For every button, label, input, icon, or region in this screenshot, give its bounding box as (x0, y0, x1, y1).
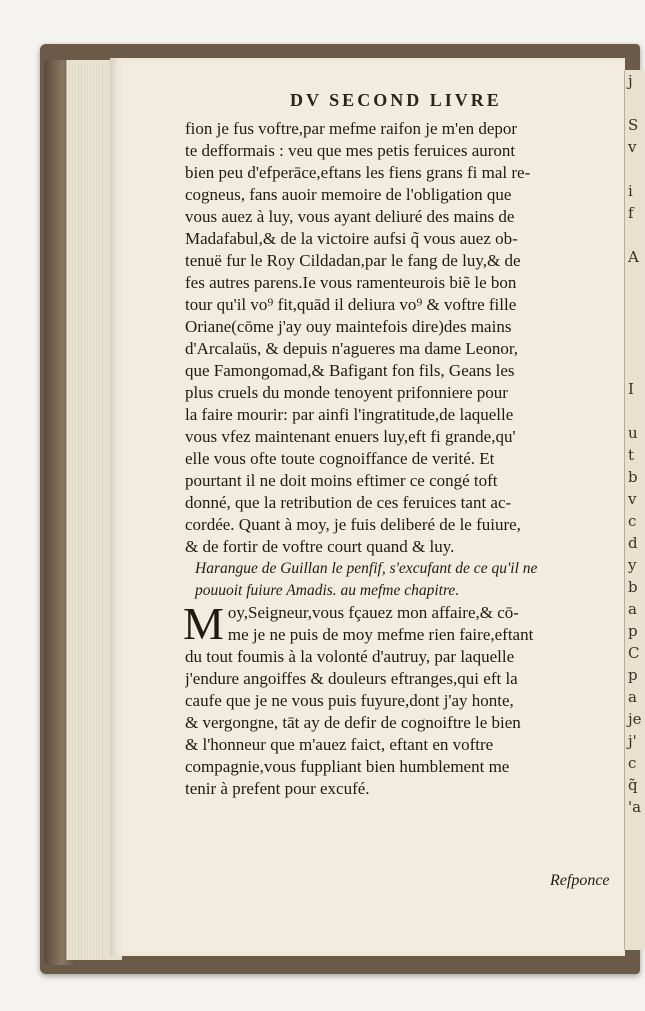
facing-glyph: je (628, 710, 642, 728)
facing-glyph: a (628, 600, 637, 618)
text-line: du tout foumis à la volonté d'autruy, par laquelle (185, 647, 515, 666)
catchword: Refponce (550, 872, 610, 889)
facing-glyph: t (628, 446, 635, 464)
text-line: tour qu'il vo⁹ fit,quād il deliura vo⁹ & voftre fille (185, 295, 517, 314)
facing-glyph (625, 92, 645, 114)
facing-glyph (625, 400, 645, 422)
text-line: & l'honneur que m'auez faict, eftant en voftre (185, 735, 494, 754)
text-line: plus cruels du monde tenoyent prifonniere pour (185, 383, 508, 402)
drop-capital: M (183, 598, 224, 649)
page-body (185, 118, 620, 800)
text-line: caufe que je ne vous puis fuyure,dont j'ay honte, (185, 691, 514, 710)
text-line: Oriane(cōme j'ay ouy maintefois dire)des mains (185, 317, 512, 336)
facing-glyph (625, 268, 645, 290)
facing-glyph (625, 290, 645, 312)
facing-glyph: f (628, 204, 634, 222)
facing-glyph (625, 158, 645, 180)
text-line: vous auez à luy, vous ayant deliuré des mains de (185, 207, 515, 226)
facing-glyph: d (628, 534, 638, 552)
section-caption (185, 558, 620, 602)
text-line: j'endure angoiffes & douleurs eftranges,qui eft la (185, 669, 518, 688)
facing-glyph: b (628, 468, 638, 486)
text-line: me je ne puis de moy mefme rien faire,eftant (227, 625, 534, 644)
text-line: elle vous ofte toute cognoiffance de verité. Et (185, 449, 495, 468)
text-line: pourtant il ne doit moins eftimer ce congé toft (185, 471, 498, 490)
facing-glyph: 'a (628, 798, 642, 816)
facing-glyph: p (628, 622, 638, 640)
text-line: tenuë fur le Roy Cildadan,par le fang de luy,& de (185, 251, 521, 270)
facing-glyph (625, 312, 645, 334)
facing-glyph: y (628, 556, 637, 574)
text-line: d'Arcalaüs, & depuis n'agueres ma dame Leonor, (185, 339, 519, 358)
text-line: oy,Seigneur,vous fçauez mon affaire,& cō- (227, 603, 519, 622)
facing-glyph: c (628, 512, 637, 530)
text-line: vous vfez maintenant enuers luy,eft fi grande,qu' (185, 427, 516, 446)
text-line: te defformais : veu que mes petis feruices auront (185, 141, 516, 160)
facing-glyph: p (628, 666, 638, 684)
facing-glyph: A (628, 248, 639, 266)
facing-page-edge (624, 70, 645, 950)
text-line: Madafabul,& de la victoire aufsi q̃ vous auez ob- (185, 229, 518, 248)
facing-glyph: v (628, 490, 637, 508)
facing-glyph (625, 224, 645, 246)
facing-glyph: j' (628, 732, 637, 750)
running-header: DV SECOND LIVRE (290, 90, 502, 110)
facing-glyph: S (628, 116, 639, 134)
facing-glyph: q̃ (628, 776, 638, 794)
facing-glyph (625, 356, 645, 378)
text-line: compagnie,vous fuppliant bien humblement me (185, 757, 510, 776)
facing-glyph: u (628, 424, 638, 442)
text-line: bien peu d'efperāce,eftans les fiens grans fi mal re- (185, 163, 531, 182)
paragraph-before (185, 118, 620, 558)
facing-glyph: i (628, 182, 633, 200)
facing-glyph: a (628, 688, 637, 706)
facing-glyph: C (628, 644, 640, 662)
facing-glyph (625, 334, 645, 356)
text-line: fes autres parens.Ie vous ramenteurois biẽ le bon (185, 273, 517, 292)
text-line: & vergongne, tāt ay de defir de cognoiftre le bien (185, 713, 521, 732)
text-line: donné, que la retribution de ces feruices tant ac- (185, 493, 512, 512)
text-line: la faire mourir: par ainfi l'ingratitude,de laquelle (185, 405, 514, 424)
facing-glyph: j (628, 72, 633, 90)
text-line: que Famongomad,& Bafigant fon fils, Geans les (185, 361, 515, 380)
text-line: pouuoit fuiure Amadis. au mefme chapitre. (195, 582, 460, 599)
text-line: tenir à prefent pour excufé. (185, 779, 370, 798)
text-line: cogneus, fans auoir memoire de l'obligation que (185, 185, 512, 204)
text-line: fion je fus voftre,par mefme raifon je m'en depor (185, 119, 518, 138)
text-line: cordée. Quant à moy, je fuis deliberé de le fuiure, (185, 515, 521, 534)
facing-glyph: b (628, 578, 638, 596)
facing-glyph: c (628, 754, 637, 772)
text-line: Harangue de Guillan le penfif, s'excufant de ce qu'il ne (195, 560, 538, 577)
paragraph-after (183, 598, 620, 800)
facing-glyph: I (628, 380, 634, 398)
text-line: & de fortir de voftre court quand & luy. (185, 537, 455, 556)
facing-glyph: v (628, 138, 637, 156)
